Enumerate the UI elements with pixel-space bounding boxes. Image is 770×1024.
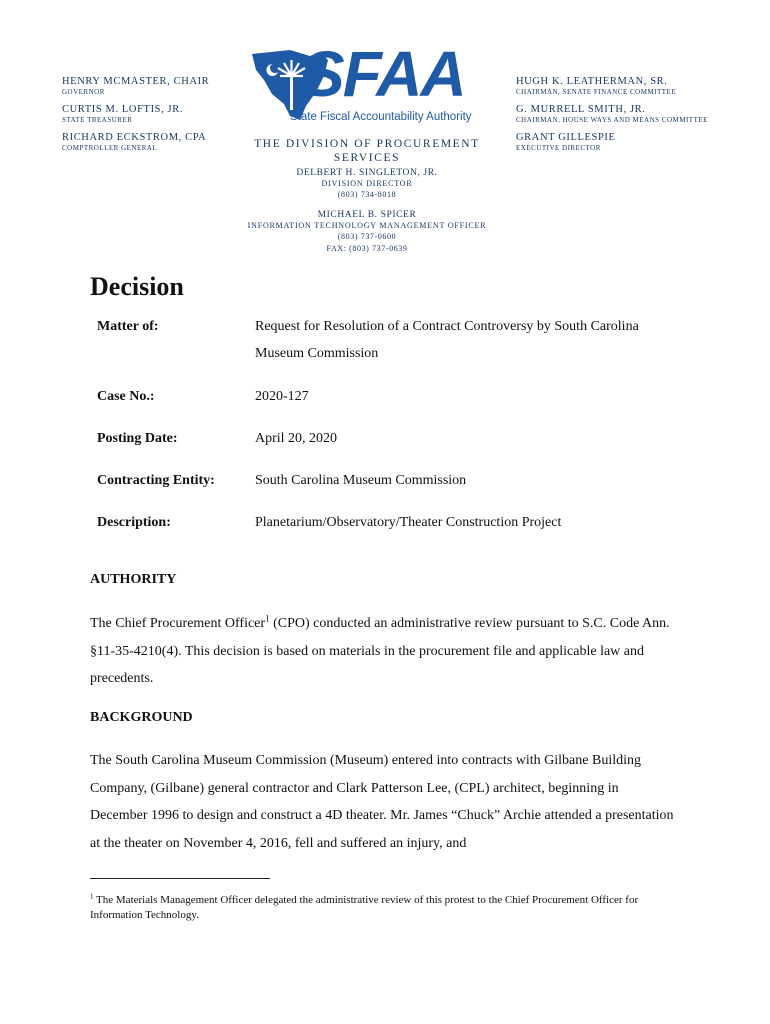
- footnote-mark: 1: [90, 892, 94, 901]
- footnote-reference[interactable]: 1: [265, 613, 270, 624]
- authority-paragraph: [90, 610, 675, 693]
- letterhead-right-column: [516, 76, 766, 160]
- letterhead-name: HENRY MCMASTER, CHAIR: [62, 76, 210, 87]
- footnote-divider: [90, 878, 270, 879]
- background-heading: BACKGROUND: [90, 710, 193, 725]
- letterhead-name: G. MURRELL SMITH, JR.: [516, 104, 646, 115]
- itmo-name: MICHAEL B. SPICER: [317, 210, 417, 220]
- letterhead-role: COMPTROLLER GENERAL: [62, 144, 158, 152]
- director-name: DELBERT H. SINGLETON, JR.: [296, 168, 438, 178]
- case-label: Case No.:: [97, 389, 155, 404]
- page-title: Decision: [90, 272, 184, 301]
- matter-value: Request for Resolution of a Contract Controversy by South Carolina Museum Commission: [255, 319, 639, 361]
- division-name: THE DIVISION OF PROCUREMENT SERVICES: [254, 138, 480, 164]
- logo-wordmark: SFAA: [302, 38, 465, 110]
- letterhead-role: GOVERNOR: [62, 88, 105, 96]
- letterhead-name: CURTIS M. LOFTIS, JR.: [62, 104, 184, 115]
- itmo-phone: (803) 737-0600: [337, 232, 397, 241]
- director-role: DIVISION DIRECTOR: [321, 179, 413, 188]
- letterhead-name: GRANT GILLESPIE: [516, 132, 616, 143]
- authority-heading: AUTHORITY: [90, 572, 177, 587]
- division-block: [222, 137, 512, 255]
- letterhead-name: HUGH K. LEATHERMAN, SR.: [516, 76, 668, 87]
- description-value: Planetarium/Observatory/Theater Construction Project: [255, 515, 562, 530]
- contracting-entity-value: South Carolina Museum Commission: [255, 473, 467, 488]
- director-phone: (803) 734-8018: [337, 190, 397, 199]
- background-paragraph: The South Carolina Museum Commission (Museum) entered into contracts with Gilbane Building Company, (Gilbane) general contractor and Clark Patterson Lee, (CPL) architect, beginning in December 1996 to design and construct a 4D theater. Mr. James “Chuck” Archie attended a presentation at the theater on November 4, 2016, fell and suffered an injury, and: [90, 753, 674, 851]
- letterhead-role: EXECUTIVE DIRECTOR: [516, 144, 601, 152]
- footnote: [90, 893, 680, 923]
- footnote-text: The Materials Management Officer delegated the administrative review of this protest to the Chief Procurement Officer for Information Technology.: [90, 894, 639, 921]
- case-value: 2020-127: [255, 389, 309, 404]
- itmo-role: INFORMATION TECHNOLOGY MANAGEMENT OFFICER: [247, 221, 487, 230]
- letterhead-role: CHAIRMAN, SENATE FINANCE COMMITTEE: [516, 88, 677, 96]
- itmo-fax: FAX: (803) 737-0639: [326, 244, 408, 253]
- description-label: Description:: [97, 515, 171, 530]
- authority-text: The Chief Procurement Officer: [90, 616, 266, 631]
- logo-subtitle: State Fiscal Accountability Authority: [290, 111, 472, 123]
- letterhead-name: RICHARD ECKSTROM, CPA: [62, 132, 207, 143]
- authority-text-cont: (CPO) conducted an administrative review pursuant to S.C. Code Ann. §11-35-4210(4). This decision is based on materials in the procurement file and applicable law and precedents.: [90, 616, 670, 686]
- letterhead-role: CHAIRMAN, HOUSE WAYS AND MEANS COMMITTEE: [516, 116, 708, 124]
- posting-date-value: April 20, 2020: [255, 431, 338, 446]
- matter-row: [97, 313, 717, 373]
- posting-date-label: Posting Date:: [97, 431, 178, 446]
- contracting-entity-label: Contracting Entity:: [97, 473, 215, 488]
- matter-label: Matter of:: [97, 319, 159, 334]
- letterhead-role: STATE TREASURER: [62, 116, 133, 124]
